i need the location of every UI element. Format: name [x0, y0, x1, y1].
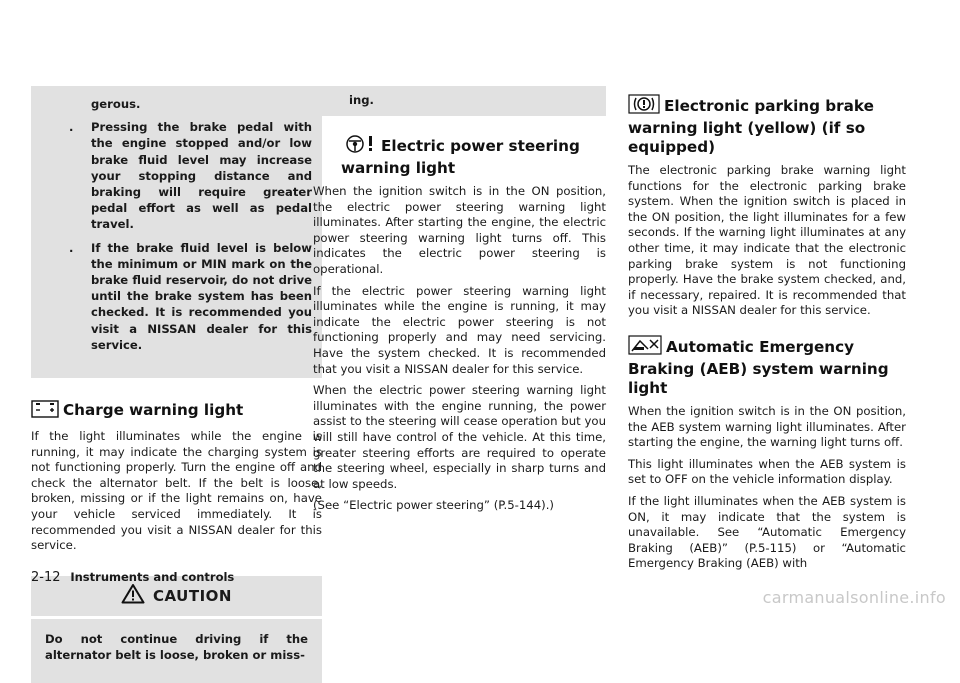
aeb-paragraph: This light illuminates when the AEB system is set to OFF on the vehicle information display. [628, 456, 906, 487]
page-footer [31, 570, 234, 585]
battery-icon [31, 400, 59, 423]
eps-paragraph: When the electric power steering warning light illuminates with the engine running, the power assist to the steering will cease operation but you will still have control of the vehicle. At this time, greater steering efforts are required to operate the steering wheel, especially in sharp turns and at low speeds. [313, 383, 606, 491]
bullet: . [69, 240, 74, 255]
warning-item-text: If the brake fluid level is below the minimum or MIN mark on the brake fluid reservoir, do not drive until the brake system has been checked. It is recommended you visit a NISSAN dealer for this service. [91, 240, 312, 352]
charge-paragraph: If the light illuminates while the engine is running, it may indicate the charging system is not functioning properly. Turn the engine off and check the alternator belt. If the belt is loose, broken, missing or if the light remains on, have your vehicle serviced immediately. It is recommended you visit a NISSAN dealer for this service. [31, 429, 322, 553]
steering-warning-icon [341, 134, 377, 159]
warning-item-text: Pressing the brake pedal with the engine stopped and/or low brake fluid level may increase your stopping distance and braking will require greater pedal effort as well as pedal travel. [91, 120, 312, 232]
warning-item-text: gerous. [91, 97, 141, 111]
heading-text: Electric power steering warning light [341, 137, 580, 177]
warning-item [41, 240, 312, 353]
caution-text: Do not continue driving if the alternator belt is loose, broken or miss- [31, 619, 322, 683]
aeb-paragraph: When the ignition switch is in the ON position, the AEB system warning light illuminates. After starting the engine, the warning light turns off. [628, 403, 906, 450]
epb-paragraph: The electronic parking brake warning light functions for the electronic parking brake system. When the ignition switch is placed in the ON position, the light illuminates for a few seconds. If the warning light illuminates at any other time, it may indicate that the electronic parking brake system is not functioning properly. Have the brake system checked, and, if necessary, repaired. It is recommended that you visit a NISSAN dealer for this service. [628, 163, 906, 318]
bullet: . [69, 120, 74, 135]
heading-text: Charge warning light [63, 401, 244, 420]
continued-text: ing. [349, 93, 374, 107]
eps-paragraph: If the electric power steering warning light illuminates while the engine is running, it may indicate the electric power steering is not functioning properly and may need servicing. Have the system checked. It is recommended that you visit a NISSAN dealer for this service. [313, 283, 606, 376]
caution-label: CAUTION [153, 586, 232, 605]
eps-reference: (See “Electric power steering” (P.5-144).) [313, 498, 554, 513]
heading-text: Electronic parking brake warning light (yellow) (if so equipped) [628, 97, 874, 156]
section-heading-charge [31, 400, 322, 423]
section-title: Instruments and controls [70, 570, 235, 584]
section-heading-epb [628, 94, 906, 157]
section-heading-aeb [628, 335, 906, 398]
parking-brake-icon [628, 94, 660, 119]
section-heading-eps [313, 134, 606, 178]
page-number: 2-12 [31, 570, 61, 585]
continued-box [313, 86, 606, 116]
column-left [31, 86, 322, 683]
warning-item [41, 96, 312, 112]
aeb-icon [628, 335, 662, 360]
eps-paragraph: When the ignition switch is in the ON position, the electric power steering warning light illuminates. After starting the engine, the electric power steering warning light turns off. This indicates the electric power steering is operational. [313, 184, 606, 276]
column-middle [313, 86, 606, 520]
watermark: carmanualsonline.info [762, 588, 946, 607]
warning-box [31, 86, 322, 378]
aeb-paragraph: If the light illuminates when the AEB system is ON, it may indicate that the system is unavailable. See “Automatic Emergency Braking (AEB)” (P.5-115) or “Automatic Emergency Braking (AEB) with [628, 493, 906, 571]
heading-text: Automatic Emergency Braking (AEB) system warning light [628, 337, 889, 397]
warning-item [41, 119, 312, 232]
column-right [628, 86, 906, 578]
caution-triangle-icon [121, 583, 145, 608]
eps-body [313, 184, 606, 514]
